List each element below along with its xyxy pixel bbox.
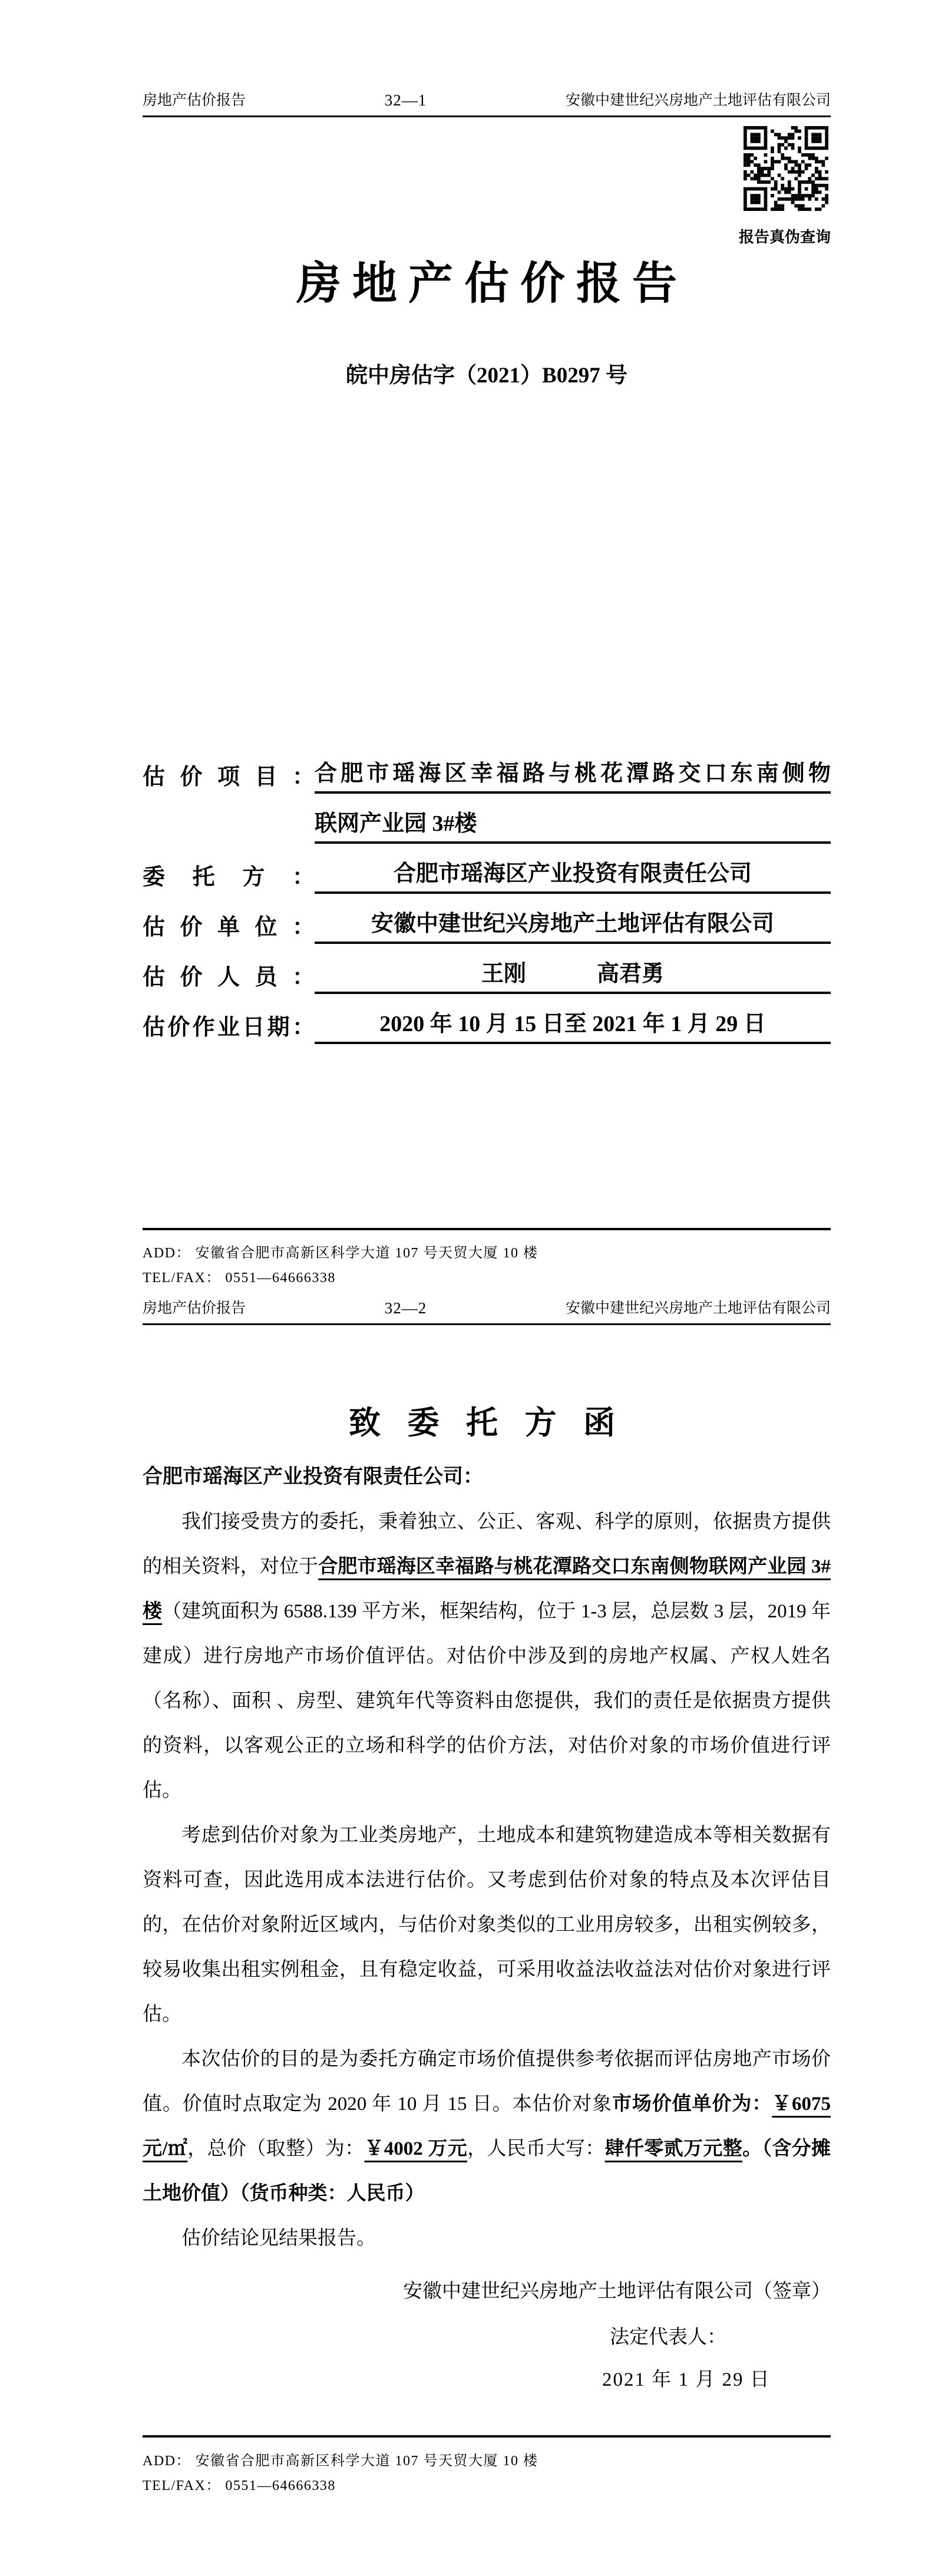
page1-footer-address: ADD： 安徽省合肥市高新区科学大道 107 号天贸大厦 10 楼 — [143, 1246, 538, 1261]
header-company-name: 安徽中建世纪兴房地产土地评估有限公司 — [565, 93, 831, 108]
letter-paragraph-3: 本次估价的目的是为委托方确定市场价值提供参考依据而评估房地产市场价值。价值时点取定为 2020 年 10 月 15 日。本估价对象市场价值单价为：￥6075 元/㎡，总价（取整）为：￥4002 万元，人民币大写：肆仟零贰万元整。（含分摊土地价值）（货币种类：人民币） — [143, 2049, 831, 2204]
qr-code — [744, 126, 828, 211]
page2-footer-telfax: TEL/FAX： 0551—64666338 — [143, 2478, 336, 2494]
field-period-row — [143, 1012, 831, 1044]
appraiser-name-1: 王刚 — [481, 962, 526, 987]
field-period-value: 2020 年 10 月 15 日至 2021 年 1 月 29 日 — [315, 1012, 831, 1044]
field-appraisers-row — [143, 962, 831, 994]
field-project-value-line1: 合肥市瑶海区幸福路与桃花潭路交口东南侧物 — [315, 762, 831, 794]
letter-paragraph-4: 估价结论见结果报告。 — [181, 2228, 376, 2249]
page2-running-header — [143, 1296, 831, 1325]
letter-title: 致 委 托 方 函 — [349, 1405, 625, 1441]
letter-greeting: 合肥市瑶海区产业投资有限责任公司： — [143, 1466, 483, 1488]
signature-company-line: 安徽中建世纪兴房地产土地评估有限公司（签章） — [403, 2281, 831, 2302]
page1-footer-rule — [143, 1228, 831, 1230]
header-page-number: 32—2 — [384, 1299, 427, 1317]
field-agency-value: 安徽中建世纪兴房地产土地评估有限公司 — [315, 912, 831, 944]
page2-footer-address: ADD： 安徽省合肥市高新区科学大道 107 号天贸大厦 10 楼 — [143, 2453, 538, 2469]
signature-date: 2021 年 1 月 29 日 — [602, 2369, 771, 2390]
qr-caption: 报告真伪查询 — [738, 229, 831, 246]
letter-paragraph-2: 考虑到估价对象为工业类房地产，土地成本和建筑物建造成本等相关数据有资料可查，因此选用成本法进行估价。又考虑到估价对象的特点及本次评估目的，在估价对象附近区域内，与估价对象类似的工业用房较多，出租实例较多，较易收集出租实例租金，且有稳定收益，可采用收益法收益法对估价对象进行评估。 — [143, 1825, 831, 2025]
page1-footer-telfax: TEL/FAX： 0551—64666338 — [143, 1270, 336, 1286]
field-client-value: 合肥市瑶海区产业投资有限责任公司 — [315, 862, 831, 894]
field-appraisers-value — [315, 962, 831, 994]
field-project-label: 估 价 项 目 ： — [143, 765, 315, 790]
header-report-label: 房地产估价报告 — [143, 93, 246, 108]
field-project-row2 — [143, 812, 831, 844]
signature-legal-rep-label: 法定代表人： — [610, 2327, 726, 2348]
report-document-number: 皖中房估字（2021）B0297 号 — [346, 364, 627, 388]
field-agency-row — [143, 912, 831, 944]
field-agency-label: 估 价 单 位 ： — [143, 915, 315, 940]
page2-footer-rule — [143, 2435, 831, 2438]
letter-paragraph-1: 我们接受贵方的委托，秉着独立、公正、客观、科学的原则，依据贵方提供的相关资料，对位于合肥市瑶海区幸福路与桃花潭路交口东南侧物联网产业园 3#楼（建筑面积为 6588.139 平方米，框架结构，位于 1-3 层，总层数 3 层，2019 年建成）进行房地产市场价值评估。对估价中涉及到的房地产权属、产权人姓名（名称）、面积 、房型、建筑年代等资料由您提供，我们的责任是依据贵方提供的资料，以客观公正的立场和科学的估价方法，对估价对象的市场价值进行评估。 — [143, 1511, 831, 1801]
report-title: 房 地 产 估 价 报 告 — [296, 259, 677, 309]
field-project-row1 — [143, 762, 831, 794]
field-client-label: 委 托 方 ： — [143, 865, 315, 890]
field-period-label: 估价作业日期： — [143, 1015, 315, 1041]
header-report-label: 房地产估价报告 — [143, 1300, 246, 1316]
cover-fields — [143, 762, 831, 1062]
field-appraisers-label: 估 价 人 员 ： — [143, 965, 315, 990]
field-project-value-line2: 联网产业园 3#楼 — [315, 812, 831, 844]
field-client-row — [143, 862, 831, 894]
header-company-name: 安徽中建世纪兴房地产土地评估有限公司 — [565, 1300, 831, 1316]
header-page-number: 32—1 — [384, 91, 427, 109]
page1-running-header — [143, 88, 831, 117]
appraiser-name-2: 高君勇 — [597, 962, 665, 987]
letter-body — [143, 1500, 831, 2261]
